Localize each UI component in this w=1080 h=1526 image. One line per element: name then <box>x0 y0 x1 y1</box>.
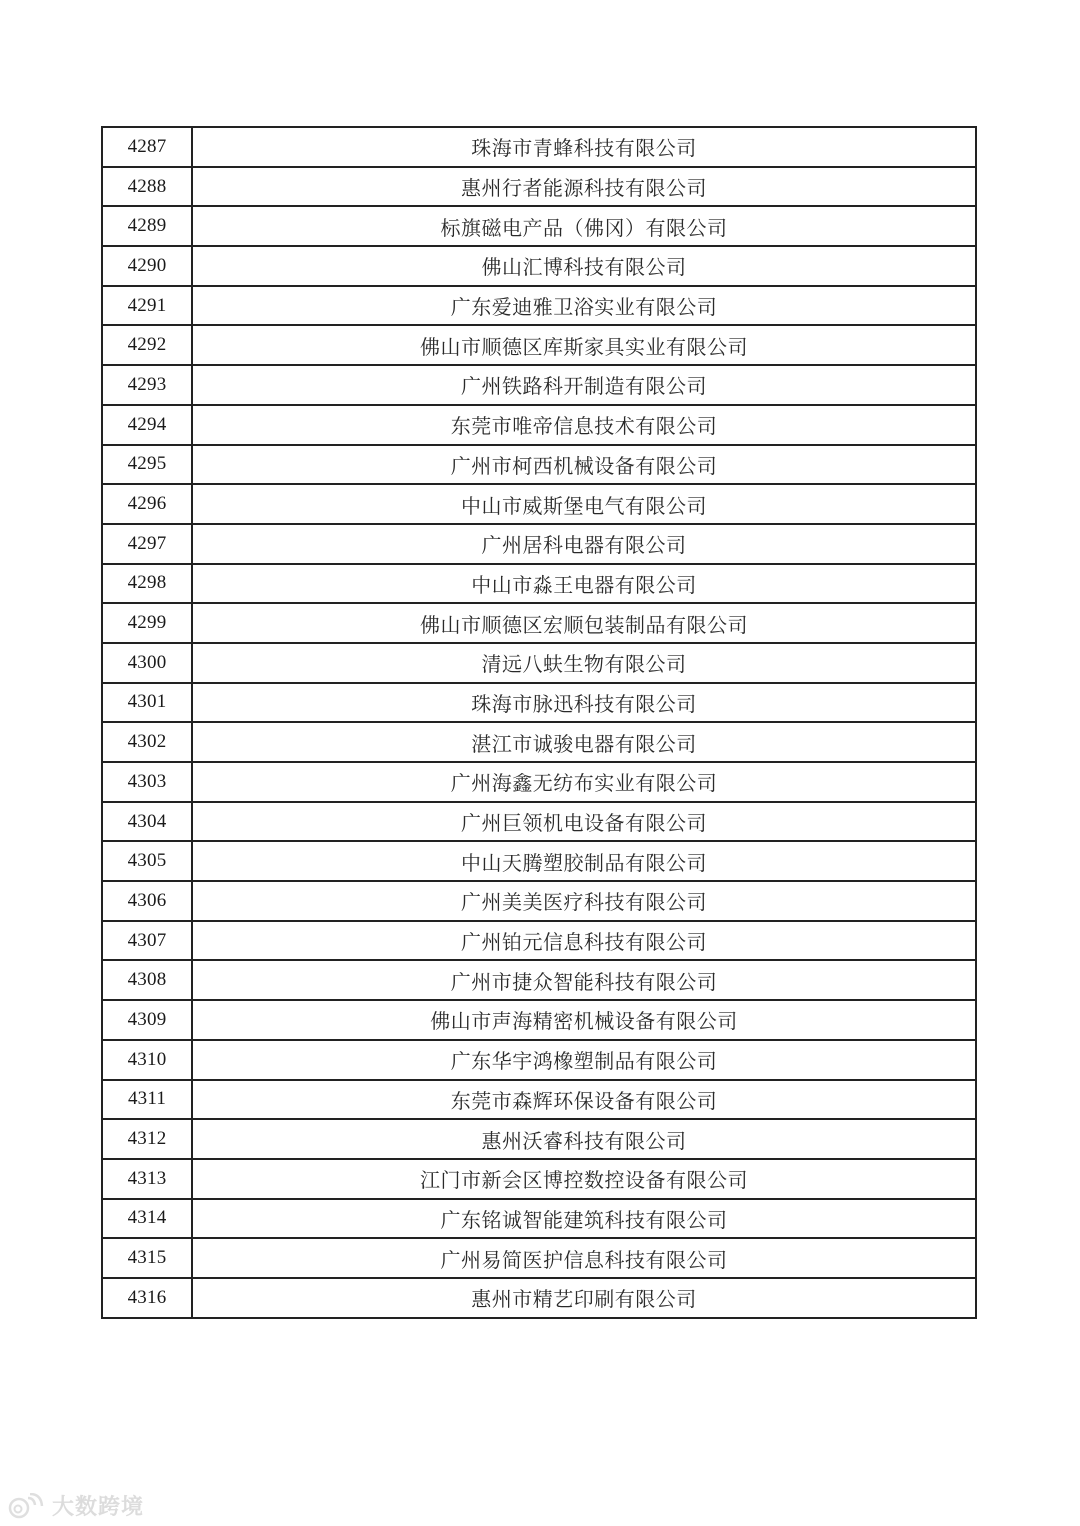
row-number: 4293 <box>102 365 192 405</box>
row-number: 4314 <box>102 1199 192 1239</box>
row-number: 4302 <box>102 722 192 762</box>
row-number: 4306 <box>102 881 192 921</box>
table-row <box>102 921 976 961</box>
company-name: 清远八蚨生物有限公司 <box>192 643 976 683</box>
company-name: 佛山市顺德区宏顺包装制品有限公司 <box>192 603 976 643</box>
row-number: 4310 <box>102 1040 192 1080</box>
row-number: 4312 <box>102 1119 192 1159</box>
table-row <box>102 1278 976 1318</box>
company-list-table <box>101 126 977 1319</box>
company-name: 江门市新会区博控数控设备有限公司 <box>192 1159 976 1199</box>
row-number: 4292 <box>102 325 192 365</box>
row-number: 4295 <box>102 445 192 485</box>
company-name: 广州铂元信息科技有限公司 <box>192 921 976 961</box>
table-row <box>102 722 976 762</box>
company-name: 广州市捷众智能科技有限公司 <box>192 960 976 1000</box>
company-name: 佛山市顺德区库斯家具实业有限公司 <box>192 325 976 365</box>
company-name: 东莞市森辉环保设备有限公司 <box>192 1080 976 1120</box>
company-name: 广州居科电器有限公司 <box>192 524 976 564</box>
row-number: 4291 <box>102 286 192 326</box>
table-row <box>102 206 976 246</box>
row-number: 4296 <box>102 484 192 524</box>
table-row <box>102 445 976 485</box>
company-name: 中山市威斯堡电气有限公司 <box>192 484 976 524</box>
row-number: 4298 <box>102 564 192 604</box>
company-name: 湛江市诚骏电器有限公司 <box>192 722 976 762</box>
table-row <box>102 167 976 207</box>
table-row <box>102 365 976 405</box>
table-row <box>102 405 976 445</box>
table-row <box>102 127 976 167</box>
table-row <box>102 564 976 604</box>
company-name: 广东华宇鸿橡塑制品有限公司 <box>192 1040 976 1080</box>
table-row <box>102 1000 976 1040</box>
company-name: 广州巨领机电设备有限公司 <box>192 802 976 842</box>
table-row <box>102 1238 976 1278</box>
company-name: 惠州沃睿科技有限公司 <box>192 1119 976 1159</box>
company-name: 惠州行者能源科技有限公司 <box>192 167 976 207</box>
company-name: 东莞市唯帝信息技术有限公司 <box>192 405 976 445</box>
row-number: 4316 <box>102 1278 192 1318</box>
row-number: 4290 <box>102 246 192 286</box>
company-name: 广州市柯西机械设备有限公司 <box>192 445 976 485</box>
table-row <box>102 960 976 1000</box>
company-name: 佛山市声海精密机械设备有限公司 <box>192 1000 976 1040</box>
row-number: 4311 <box>102 1080 192 1120</box>
table-row <box>102 246 976 286</box>
table-row <box>102 643 976 683</box>
table-row <box>102 841 976 881</box>
company-name: 广东爱迪雅卫浴实业有限公司 <box>192 286 976 326</box>
row-number: 4287 <box>102 127 192 167</box>
company-name: 惠州市精艺印刷有限公司 <box>192 1278 976 1318</box>
watermark <box>6 1490 144 1521</box>
watermark-text: 大数跨境 <box>52 1495 145 1520</box>
company-name: 广州易简医护信息科技有限公司 <box>192 1238 976 1278</box>
table-row <box>102 286 976 326</box>
company-list-body <box>102 127 976 1318</box>
table-row <box>102 524 976 564</box>
row-number: 4288 <box>102 167 192 207</box>
row-number: 4294 <box>102 405 192 445</box>
row-number: 4307 <box>102 921 192 961</box>
row-number: 4308 <box>102 960 192 1000</box>
row-number: 4313 <box>102 1159 192 1199</box>
table-row <box>102 802 976 842</box>
table-row <box>102 1159 976 1199</box>
row-number: 4304 <box>102 802 192 842</box>
table-row <box>102 683 976 723</box>
company-name: 中山市淼王电器有限公司 <box>192 564 976 604</box>
row-number: 4297 <box>102 524 192 564</box>
table-row <box>102 1080 976 1120</box>
table-row <box>102 325 976 365</box>
row-number: 4315 <box>102 1238 192 1278</box>
row-number: 4300 <box>102 643 192 683</box>
row-number: 4289 <box>102 206 192 246</box>
row-number: 4299 <box>102 603 192 643</box>
table-row <box>102 484 976 524</box>
table-row <box>102 881 976 921</box>
weibo-logo-icon <box>6 1493 44 1519</box>
row-number: 4301 <box>102 683 192 723</box>
company-name: 广州铁路科开制造有限公司 <box>192 365 976 405</box>
company-name: 标旗磁电产品（佛冈）有限公司 <box>192 206 976 246</box>
row-number: 4303 <box>102 762 192 802</box>
row-number: 4309 <box>102 1000 192 1040</box>
company-name: 广州海鑫无纺布实业有限公司 <box>192 762 976 802</box>
table-row <box>102 762 976 802</box>
table-row <box>102 603 976 643</box>
row-number: 4305 <box>102 841 192 881</box>
table-row <box>102 1199 976 1239</box>
company-name: 广州美美医疗科技有限公司 <box>192 881 976 921</box>
company-name: 广东铭诚智能建筑科技有限公司 <box>192 1199 976 1239</box>
company-name: 中山天腾塑胶制品有限公司 <box>192 841 976 881</box>
company-name: 珠海市青蜂科技有限公司 <box>192 127 976 167</box>
table-row <box>102 1119 976 1159</box>
company-name: 佛山汇博科技有限公司 <box>192 246 976 286</box>
table-row <box>102 1040 976 1080</box>
company-name: 珠海市脉迅科技有限公司 <box>192 683 976 723</box>
